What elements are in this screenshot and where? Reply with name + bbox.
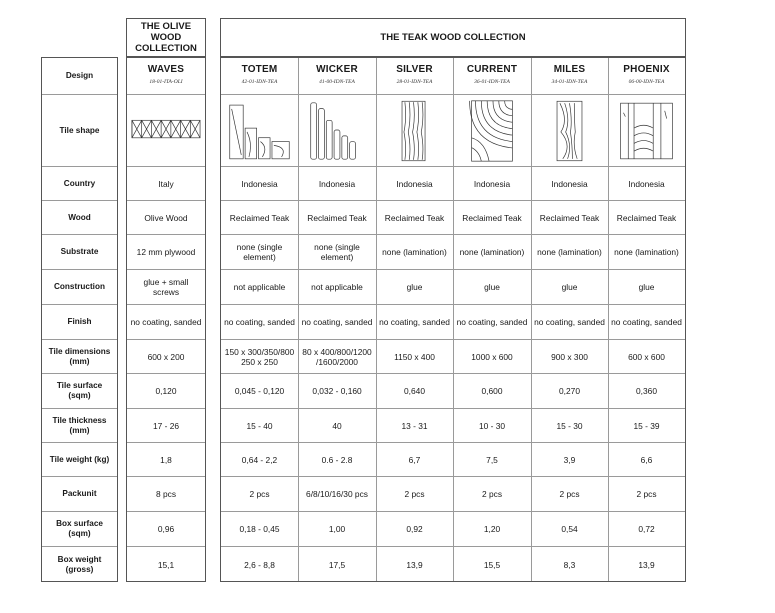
spec-value-weight: 3,9 (531, 443, 608, 477)
row-label: Tile thickness (mm) (42, 409, 117, 443)
spec-value-thickness: 15 - 40 (221, 409, 298, 443)
spec-value-packunit: 2 pcs (531, 477, 608, 512)
spec-value-country: Indonesia (608, 167, 685, 201)
spec-value-thickness: 15 - 30 (531, 409, 608, 443)
row-label: Construction (42, 270, 117, 305)
row-label: Finish (42, 305, 117, 340)
spec-value-construction: glue + small screws (127, 270, 205, 305)
design-name: WAVES (147, 63, 185, 75)
spec-value-weight: 6,7 (376, 443, 453, 477)
spec-value-dimensions: 600 x 200 (127, 340, 205, 374)
spec-value-finish: no coating, sanded (298, 305, 376, 340)
spec-value-weight: 7,5 (453, 443, 531, 477)
spec-value-surface: 0,270 (531, 374, 608, 409)
spec-value-construction: not applicable (221, 270, 298, 305)
olive-collection-title: THE OLIVE WOOD COLLECTION (135, 21, 197, 54)
spec-value-finish: no coating, sanded (376, 305, 453, 340)
spec-value-finish: no coating, sanded (531, 305, 608, 340)
spec-value-packunit: 2 pcs (376, 477, 453, 512)
design-header (298, 57, 376, 95)
spec-value-thickness: 17 - 26 (127, 409, 205, 443)
spec-value-dimensions: 900 x 300 (531, 340, 608, 374)
row-label: Box weight (gross) (57, 554, 102, 574)
row-label: Packunit (42, 477, 117, 512)
spec-value-box-surface: 0,96 (127, 512, 205, 547)
design-header (376, 57, 453, 95)
design-code: 18-01-ITA-OLI (149, 78, 183, 85)
design-name: PHOENIX (623, 63, 670, 75)
spec-value-country: Indonesia (298, 167, 376, 201)
spec-value-box-surface: 0,54 (531, 512, 608, 547)
design-header (608, 57, 685, 95)
spec-value-construction: glue (453, 270, 531, 305)
design-header (453, 57, 531, 95)
row-label: Substrate (42, 235, 117, 270)
spec-value-wood: Reclaimed Teak (453, 201, 531, 235)
row-label: Country (42, 167, 117, 201)
spec-value-packunit: 6/8/10/16/30 pcs (298, 477, 376, 512)
spec-value-wood: Reclaimed Teak (298, 201, 376, 235)
spec-value-construction: not applicable (298, 270, 376, 305)
design-code: 28-01-IDN-TEA (396, 78, 433, 85)
tile-shape-cell (531, 95, 608, 167)
design-code: 34-01-IDN-TEA (551, 78, 588, 85)
spec-value-finish: no coating, sanded (453, 305, 531, 340)
spec-value-box-surface: 1,20 (453, 512, 531, 547)
spec-value-box-weight: 15,1 (157, 559, 175, 570)
spec-value-country: Indonesia (376, 167, 453, 201)
spec-value-thickness: 10 - 30 (453, 409, 531, 443)
spec-value-box-weight: 15,5 (483, 559, 501, 570)
design-code: 36-01-IDN-TEA (474, 78, 510, 85)
spec-value-construction: glue (376, 270, 453, 305)
spec-value-box-weight: 13,9 (406, 559, 423, 570)
design-header (531, 57, 608, 95)
spec-value-dimensions: 1000 x 600 (453, 340, 531, 374)
row-label: Tile surface (sqm) (42, 374, 117, 409)
spec-value-finish: no coating, sanded (221, 305, 298, 340)
spec-value-dimensions: 1150 x 400 (376, 340, 453, 374)
spec-value-packunit: 2 pcs (608, 477, 685, 512)
spec-value-packunit: 2 pcs (453, 477, 531, 512)
tile-shape-cell (608, 95, 685, 167)
spec-value-substrate: none (lamination) (531, 235, 608, 270)
tile-shape-drawing (379, 98, 450, 164)
spec-value-substrate: 12 mm plywood (127, 235, 205, 270)
tile-shape-drawing (130, 98, 202, 164)
spec-value-finish: no coating, sanded (127, 305, 205, 340)
spec-value-packunit: 8 pcs (127, 477, 205, 512)
design-code: 42-01-IDN-TEA (241, 78, 278, 85)
spec-value-surface: 0,032 - 0,160 (298, 374, 376, 409)
spec-value-box-surface: 0,18 - 0,45 (221, 512, 298, 547)
design-code: 41-00-IDN-TEA (319, 78, 355, 85)
spec-value-surface: 0,120 (127, 374, 205, 409)
tile-shape-cell (453, 95, 531, 167)
spec-value-dimensions: 150 x 300/350/800 250 x 250 (221, 340, 298, 374)
spec-value-surface: 0,360 (608, 374, 685, 409)
spec-value-box-weight: 8,3 (563, 559, 576, 570)
spec-value-thickness: 15 - 39 (608, 409, 685, 443)
spec-value-construction: glue (531, 270, 608, 305)
spec-value-box-surface: 0,72 (608, 512, 685, 547)
row-label: Tile weight (kg) (42, 443, 117, 477)
row-label: Box surface (sqm) (42, 512, 117, 547)
spec-value-construction: glue (608, 270, 685, 305)
spec-value-box-weight: 2,6 - 8,8 (244, 559, 275, 570)
spec-value-packunit: 2 pcs (221, 477, 298, 512)
tile-shape-drawing (301, 98, 373, 164)
spec-value-substrate: none (single element) (298, 235, 376, 270)
spec-value-box-weight: 13,9 (638, 559, 655, 570)
spec-value-country: Indonesia (453, 167, 531, 201)
spec-value-finish: no coating, sanded (608, 305, 685, 340)
spec-value-surface: 0,045 - 0,120 (221, 374, 298, 409)
spec-value-country: Italy (127, 167, 205, 201)
design-name: SILVER (396, 63, 433, 75)
spec-value-dimensions: 80 x 400/800/1200 /1600/2000 (298, 340, 376, 374)
spec-value-country: Indonesia (221, 167, 298, 201)
spec-value-weight: 0.6 - 2.8 (298, 443, 376, 477)
design-code: 06-00-IDN-TEA (628, 78, 665, 85)
spec-value-substrate: none (lamination) (453, 235, 531, 270)
design-name: CURRENT (466, 63, 518, 75)
spec-value-wood: Reclaimed Teak (608, 201, 685, 235)
spec-value-wood: Reclaimed Teak (221, 201, 298, 235)
tile-shape-cell (221, 95, 298, 167)
spec-value-weight: 0,64 - 2,2 (221, 443, 298, 477)
tile-shape-drawing (224, 98, 295, 164)
spec-value-substrate: none (single element) (221, 235, 298, 270)
spec-value-box-weight: 17,5 (328, 559, 346, 570)
teak-collection-title: THE TEAK WOOD COLLECTION (380, 32, 526, 43)
spec-value-wood: Reclaimed Teak (531, 201, 608, 235)
design-header (127, 57, 205, 95)
spec-value-surface: 0,640 (376, 374, 453, 409)
spec-value-box-surface: 1,00 (298, 512, 376, 547)
tile-shape-cell (376, 95, 453, 167)
spec-value-substrate: none (lamination) (376, 235, 453, 270)
row-label: Wood (42, 201, 117, 235)
spec-value-substrate: none (lamination) (608, 235, 685, 270)
row-label: Tile dimensions (mm) (42, 340, 117, 374)
tile-shape-drawing (456, 98, 528, 164)
tile-shape-drawing (611, 98, 682, 164)
spec-value-country: Indonesia (531, 167, 608, 201)
spec-value-box-surface: 0,92 (376, 512, 453, 547)
spec-value-surface: 0,600 (453, 374, 531, 409)
spec-value-wood: Reclaimed Teak (376, 201, 453, 235)
tile-shape-cell (298, 95, 376, 167)
design-name: MILES (553, 63, 586, 75)
design-name: WICKER (316, 63, 358, 75)
tile-shape-cell (127, 95, 205, 167)
spec-value-weight: 6,6 (608, 443, 685, 477)
design-header (221, 57, 298, 95)
spec-value-weight: 1,8 (127, 443, 205, 477)
row-label: Tile shape (42, 95, 117, 167)
design-name: TOTEM (241, 63, 278, 75)
tile-shape-drawing (534, 98, 605, 164)
spec-value-wood: Olive Wood (127, 201, 205, 235)
spec-value-thickness: 13 - 31 (376, 409, 453, 443)
spec-value-dimensions: 600 x 600 (608, 340, 685, 374)
spec-value-thickness: 40 (298, 409, 376, 443)
row-label: Design (42, 57, 117, 95)
